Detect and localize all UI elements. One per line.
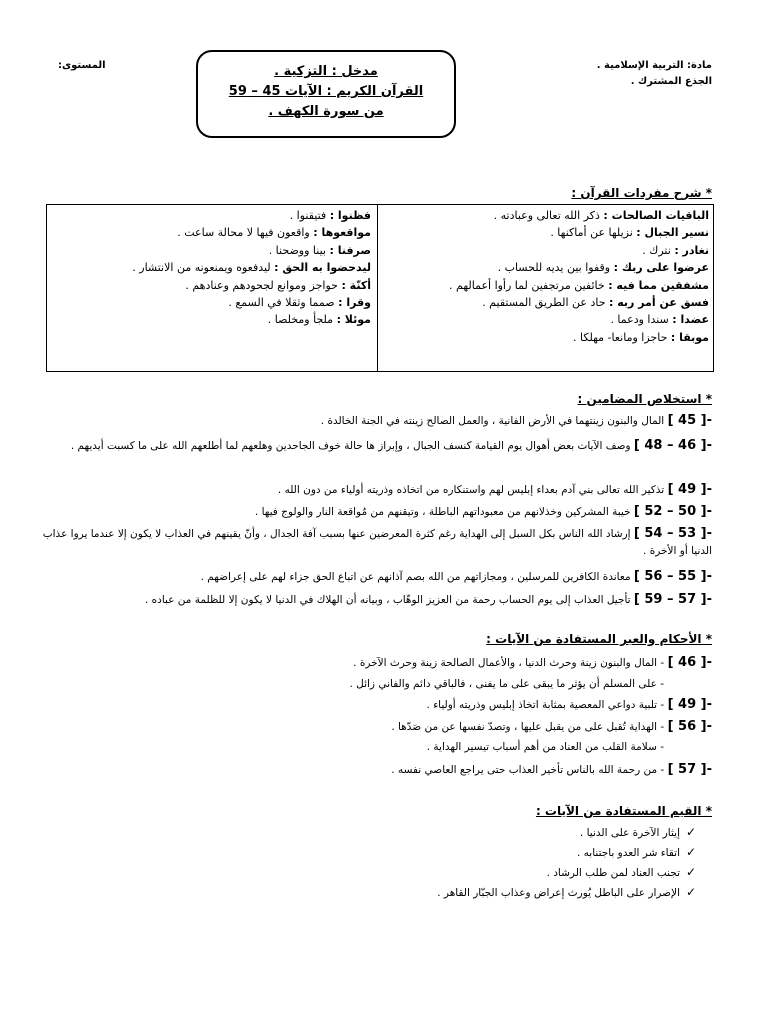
vocab-entry: عرضوا على ربك : وقفوا بين يديه للحساب . (497, 261, 709, 275)
vocab-entry: فسق عن أمر ربه : حاد عن الطريق المستقيم . (482, 296, 709, 310)
lesson-title-line-1: مدخل : التزكية . (274, 64, 378, 79)
ruling-item: -[ 56 ] - الهداية تُقبل على من يقبل عليها ، وتصدّ نفسها عن من صَدّها . (391, 719, 712, 734)
checkmark-icon: ✓ (685, 845, 697, 859)
values-list (302, 822, 702, 902)
level-label: المستوى: (58, 60, 106, 71)
checkmark-icon: ✓ (685, 865, 697, 879)
vocab-entry: وقرا : صمما وثقلا في السمع . (228, 296, 371, 310)
theme-item: -[ 53 – 54 ] إرشاد الله الناس بكل السبل إلى الهداية رغم كثرة المعرضين عنها بسبب آفة الجدال ، وأنّ يقينهم في العذاب لا يكون إلا عندما يروا عذاب الدنيا أو الأخرة . (42, 526, 712, 557)
vocab-entry: فظنوا : فتيقنوا . (289, 209, 371, 222)
vocab-table (46, 204, 714, 372)
vocab-entry: ليدحضوا به الحق : ليدفعوه ويمنعونه من الانتشار . (132, 261, 371, 275)
value-item: ✓إيثار الآخرة على الدنيا . (302, 822, 702, 842)
ruling-item: -[ 46 ] - المال والبنون زينة وحرث الدنيا ، والأعمال الصالحة زينة وحرث الآخرة . (353, 655, 712, 670)
theme-item: -[ 55 – 56 ] معاندة الكافرين للمرسلين ، ومجازاتهم من الله بصم آذانهم عن اتباع الحق جزاء لهم على إعراضهم . (200, 569, 712, 584)
value-item: ✓تجنب العناد لمن طلب الرشاد . (302, 862, 702, 882)
vocab-entry: مشفقين مما فيه : خائفين مرتجفين لما رأوا أعمالهم . (449, 278, 709, 292)
checkmark-icon: ✓ (685, 825, 697, 839)
vocab-entry: نسير الجبال : نزيلها عن أماكنها . (550, 226, 709, 240)
ruling-subitem: - على المسلم أن يؤثر ما يبقى على ما يفنى ، فالباقي دائم والفاني زائل . (349, 678, 664, 690)
vocab-divider (377, 205, 378, 371)
theme-item: -[ 57 – 59 ] تأجيل العذاب إلى يوم الحساب رحمة من العزيز الوهّاب ، وبيانه أن الهلاك في الدنيا لا يكون إلا للظلمة من عباده . (144, 592, 712, 607)
vocab-entry: أكنّة : حواجز وموانع لجحودهم وعنادهم . (185, 278, 371, 292)
checkmark-icon: ✓ (685, 885, 697, 899)
vocab-entry: الباقيات الصالحات : ذكر الله تعالى وعبادته . (493, 209, 709, 222)
vocab-entry: موئلا : ملجأ ومخلصا . (267, 313, 371, 327)
lesson-title-line-2: القرآن الكريم : الآيات 45 – 59 (228, 84, 424, 99)
theme-item: -[ 46 – 48 ] وصف الآيات بعض أهوال يوم القيامة كنسف الجبال ، وإبراز ها حالة خوف الجاحدين وهلعهم لما أطلعهم الله على ما كسبت أيديهم . (70, 438, 712, 453)
ruling-item: -[ 57 ] - من رحمة الله بالناس تأخير العذاب حتى يراجع العاصي نفسه . (391, 762, 712, 777)
subject-label: مادة: التربية الإسلامية . (596, 60, 712, 71)
vocab-left-column (51, 207, 371, 329)
lesson-title-line-3: من سورة الكهف . (268, 104, 384, 119)
ruling-item: -[ 49 ] - تلبية دواعي المعصية بمثابة اتخاذ إبليس وذريته أولياء . (426, 697, 712, 712)
values-heading: * القيم المستفادة من الآيات : (535, 804, 712, 818)
theme-item: -[ 50 – 52 ] خيبة المشركين وخذلانهم من معبوداتهم الباطلة ، وتيقنهم من مُواقعة النار والولوج فيها . (254, 504, 712, 519)
vocab-entry: موبقا : حاجزا ومانعا- مهلكا . (573, 330, 709, 344)
vocab-entry: مواقعوها : واقعون فيها لا محالة ساعت . (177, 226, 371, 240)
vocab-entry: نغادر : نترك . (642, 243, 709, 257)
theme-item: -[ 49 ] تذكير الله تعالى بني آدم بعداء إبليس لهم واستنكاره من اتخاذه وذريته أولياء من دون الله . (277, 482, 712, 497)
value-item: ✓اتقاء شر العدو باجتنابه . (302, 842, 702, 862)
vocab-right-column (389, 207, 709, 346)
ruling-subitem: - سلامة القلب من العناد من أهم أسباب تيسير الهداية . (426, 741, 664, 753)
themes-heading: * استخلاص المضامين : (577, 392, 712, 406)
theme-item: -[ 45 ] المال والبنون زينتهما في الأرض الفانية ، والعمل الصالح زينته في الجنة الخالدة . (320, 413, 712, 428)
vocab-entry: عضدا : سندا ودعما . (610, 313, 709, 327)
lesson-title-box (196, 50, 456, 138)
level-group-label: الجذع المشترك . (630, 76, 712, 87)
rulings-heading: * الأحكام والعبر المستفادة من الآيات : (486, 632, 712, 646)
vocab-heading: * شرح مفردات القرآن : (571, 186, 712, 200)
vocab-entry: صرفنا : بينا ووضحنا . (268, 243, 371, 257)
value-item: ✓الإصرار على الباطل يُورث إعراض وعذاب الجبّار القاهر . (302, 882, 702, 902)
